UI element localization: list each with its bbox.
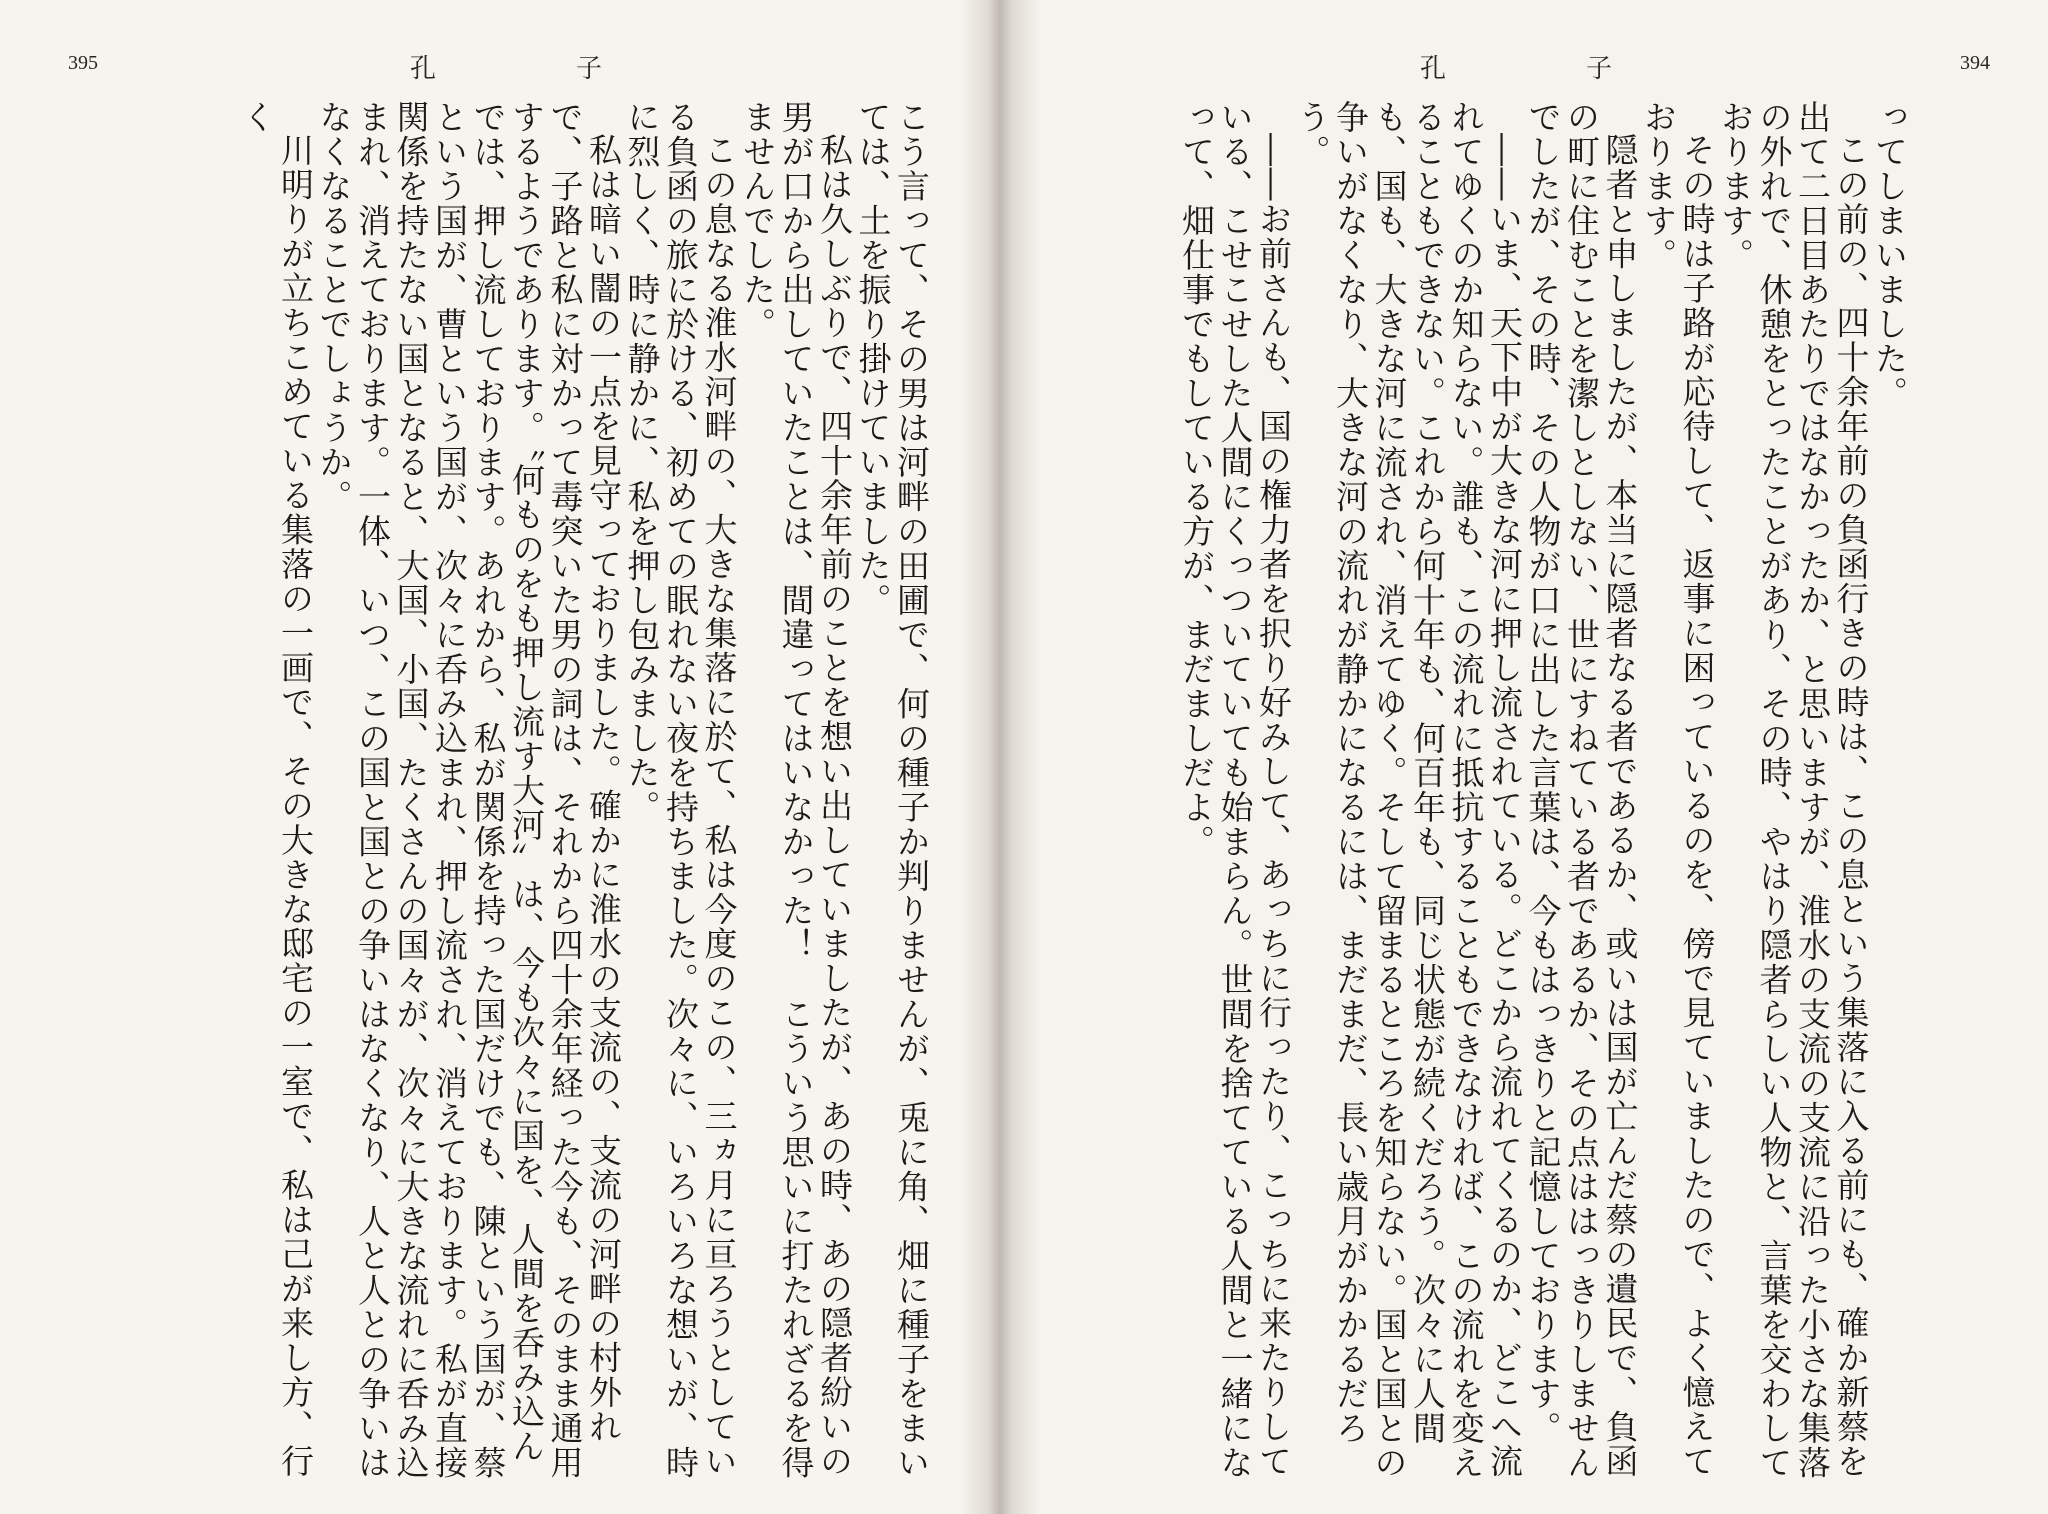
paragraph: 私は暗い闇の一点を見守っておりました。確かに淮水の支流の、支流の河畔の村外れで、子路と私に対かって毒突いた男の詞は、それから四十余年経った今も、そのまま通用するようであります。〝何ものをも押し流す大河〟は、今も次々に国を、人間を呑み込んでは、押し流しております。あれから、私が関係を持った国だけでも、陳という国が、蔡という国が、曹という国が、次々に呑み込まれ、押し流され、消えております。私が直接関係を持たない国となると、大国、小国、たくさんの国々が、次々に大きな流れに呑み込まれ、消えております。一体、いつ、この国と国との争いはなくなり、人と人との争いはなくなることでしょうか。 xyxy=(314,100,623,1480)
paragraph: ってしまいました。 xyxy=(1870,100,1909,411)
page-number-right: 394 xyxy=(1960,52,1990,74)
paragraph: その時は子路が応待して、返事に困っているのを、傍で見ていましたので、よく憶えております。 xyxy=(1639,100,1717,1479)
paragraph: この息なる淮水河畔の、大きな集落に於て、私は今度のこの、三ヵ月に亘ろうとしている負函の旅に於ける、初めての眠れない夜を持ちました。次々に、いろいろな想いが、時に烈しく、時に静かに、私を押し包みました。 xyxy=(622,100,739,1480)
paragraph: こう言って、その男は河畔の田圃で、何の種子か判りませんが、兎に角、畑に種子をまいては、土を振り掛けていました。 xyxy=(853,100,931,1480)
paragraph: 私は久しぶりで、四十余年前のことを想い出していましたが、あの時、あの隠者紛いの男が口から出していたことは、間違ってはいなかった！ こういう思いに打たれざるを得ませんでした。 xyxy=(738,100,854,1480)
paragraph: 川明りが立ちこめている集落の一画で、その大きな邸宅の一室で、私は己が来し方、行く xyxy=(237,100,315,1479)
paragraph: ――いま、天下中が大きな河に押し流されている。どこから流れてくるのか、どこへ流れてゆくのか知らない。誰も、この流れに抵抗することもできなければ、この流れを変えることもできない。これから何十年も、何百年も、同じ状態が続くだろう。次々に人間も、国も、大きな河に流され、消えてゆく。そして留まるところを知らない。国と国との争いがなくなり、大きな河の流れが静かになるには、まだまだ、長い歳月がかかるだろう。 xyxy=(1292,100,1524,1480)
running-header-left: 孔子 xyxy=(410,54,743,84)
left-page xyxy=(0,0,1000,1514)
paragraph: この前の、四十余年前の負函行きの時は、この息という集落に入る前にも、確か新蔡を出て二日目あたりではなかったか、と思いますが、淮水の支流の支流に沿った小さな集落の外れで、休憩をとったことがあり、その時、やはり隠者らしい人物と、言葉を交わしております。 xyxy=(1716,100,1871,1480)
body-text-right xyxy=(1038,100,1908,1490)
body-text-left xyxy=(90,100,930,1490)
paragraph: ――お前さんも、国の権力者を択り好みして、あっちに行ったり、こっちに来たりしている、こせこせした人間にくっついていても始まらん。世間を捨てている人間と一緒になって、畑仕事でもしている方が、まだましだよ。 xyxy=(1177,100,1293,1480)
running-header-right: 孔子 xyxy=(1420,54,1753,84)
paragraph: 隠者と申しましたが、本当に隠者なる者であるか、或いは国が亡んだ蔡の遺民で、負函の町に住むことを潔しとしない、世にすねている者であるか、その点ははっきりしませんでしたが、その時、その人物が口に出した言葉は、今もはっきりと記憶しております。 xyxy=(1523,100,1640,1480)
page-number-left: 395 xyxy=(68,52,98,74)
right-page xyxy=(1000,0,2048,1514)
